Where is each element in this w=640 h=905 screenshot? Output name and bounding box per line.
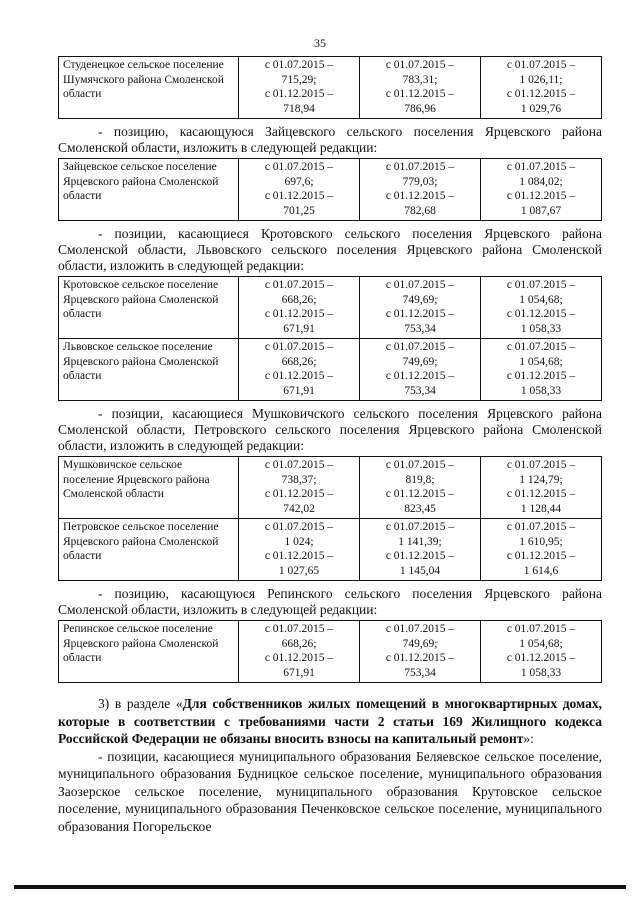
rates-table	[58, 56, 602, 119]
rate-cell	[360, 277, 481, 339]
rate-line: с 01.12.2015 –	[506, 88, 576, 100]
rate-line: 782,68	[404, 204, 436, 217]
rate-line: 1 029,76	[520, 102, 562, 115]
amendment-intro: - позицию, касающуюся Репинского сельского поселения Ярцевского района Смоленской области, изложить в следующей редакции:	[58, 586, 602, 617]
rate-line: с 01.12.2015 –	[264, 488, 334, 500]
rate-cell	[481, 339, 602, 401]
rate-cell	[239, 519, 360, 581]
rate-line: 1 058,33	[520, 322, 562, 335]
rate-line: с 01.07.2015 –	[264, 623, 334, 635]
rate-line: с 01.07.2015 –	[506, 341, 576, 353]
rate-line: 779,03;	[402, 175, 438, 188]
rate-line: 1 027,65	[278, 564, 320, 577]
rate-line: 715,29;	[281, 73, 317, 86]
rate-line: с 01.07.2015 –	[506, 623, 576, 635]
rate-line: с 01.07.2015 –	[264, 459, 334, 471]
rate-line: с 01.07.2015 –	[385, 623, 455, 635]
rate-line: 1 087,67	[520, 204, 562, 217]
rate-line: с 01.12.2015 –	[264, 550, 334, 562]
rates-table	[58, 158, 602, 221]
settlement-name: Кротовское сельское поселение Ярцевского района Смоленской области	[59, 277, 239, 339]
rate-line: с 01.12.2015 –	[385, 550, 455, 562]
section-3-heading	[58, 695, 602, 748]
rate-line: с 01.07.2015 –	[264, 521, 334, 533]
rate-line: с 01.12.2015 –	[385, 488, 455, 500]
rate-line: 1 054,68;	[519, 637, 563, 650]
rate-line: 819,8;	[405, 473, 435, 486]
rate-line: 1 610,95;	[519, 535, 563, 548]
rates-table	[58, 276, 602, 401]
rate-line: 701,25	[283, 204, 315, 217]
rate-line: 783,31;	[402, 73, 438, 86]
rate-line: 753,34	[404, 666, 436, 679]
rate-line: 668,26;	[281, 355, 317, 368]
table-row	[59, 159, 602, 221]
table-row	[59, 519, 602, 581]
rate-line: с 01.12.2015 –	[506, 488, 576, 500]
rate-line: 786,96	[404, 102, 436, 115]
rate-line: с 01.12.2015 –	[506, 652, 576, 664]
rate-line: 718,94	[283, 102, 315, 115]
rate-line: 1 058,33	[520, 384, 562, 397]
rate-cell	[239, 457, 360, 519]
table-row	[59, 621, 602, 683]
rate-line: 1 054,68;	[519, 293, 563, 306]
rate-line: с 01.12.2015 –	[264, 88, 334, 100]
table-row	[59, 277, 602, 339]
rate-line: 749,69;	[402, 637, 438, 650]
rate-line: 671,91	[283, 666, 315, 679]
section-3-title: Для собственников жилых помещений в многоквартирных домах, которые в соответствии с требованиями части 2 статьи 169 Жилищного кодекса Российской Федерации не обязаны вносить взносы на капитальный ремонт	[58, 696, 602, 746]
section-3-suffix: »:	[523, 731, 534, 746]
rate-cell	[481, 277, 602, 339]
rate-line: с 01.12.2015 –	[506, 370, 576, 382]
closing-paragraph: - позиции, касающиеся муниципального образования Беляевское сельское поселение, муниципального образования Будницкое сельское поселение, муниципального образования Заозерское сельское поселение, муниципального образования Крутовское сельское поселение, муниципального образования Печенковское сельское поселение, муниципального образования Погорельское	[58, 748, 602, 834]
table-row	[59, 339, 602, 401]
table-row	[59, 57, 602, 119]
settlement-name: Петровское сельское поселение Ярцевского района Смоленской области	[59, 519, 239, 581]
settlement-name: Репинское сельское поселение Ярцевского района Смоленской области	[59, 621, 239, 683]
rates-table	[58, 620, 602, 683]
rate-line: 738,37;	[281, 473, 317, 486]
rate-line: 1 614,6	[523, 564, 559, 577]
rate-line: 1 124,79;	[519, 473, 563, 486]
rate-cell	[360, 519, 481, 581]
page-number: 35	[314, 36, 326, 50]
rate-line: 671,91	[283, 384, 315, 397]
amendment-intro: - позицию, касающуюся Зайцевского сельского поселения Ярцевского района Смоленской области, изложить в следующей редакции:	[58, 124, 602, 155]
rate-line: с 01.07.2015 –	[506, 161, 576, 173]
settlement-name: Студенецкое сельское поселение Шумячского района Смоленской области	[59, 57, 239, 119]
rate-line: с 01.12.2015 –	[264, 190, 334, 202]
rate-line: 742,02	[283, 502, 315, 515]
rate-line: 823,45	[404, 502, 436, 515]
settlement-name: Мушковичское сельское поселение Ярцевского района Смоленской области	[59, 457, 239, 519]
rate-cell	[481, 57, 602, 119]
rate-line: с 01.07.2015 –	[385, 161, 455, 173]
rate-line: с 01.12.2015 –	[385, 88, 455, 100]
rate-line: с 01.12.2015 –	[506, 190, 576, 202]
rate-line: 1 058,33	[520, 666, 562, 679]
rate-line: с 01.07.2015 –	[264, 279, 334, 291]
rate-line: 1 054,68;	[519, 355, 563, 368]
rate-line: с 01.12.2015 –	[506, 550, 576, 562]
rate-cell	[481, 457, 602, 519]
rate-cell	[239, 621, 360, 683]
rate-cell	[360, 57, 481, 119]
rate-line: 749,69;	[402, 293, 438, 306]
rate-cell	[360, 339, 481, 401]
rate-line: с 01.07.2015 –	[264, 59, 334, 71]
amendment-intro: - позиции, касающиеся Мушковичского сельского поселения Ярцевского района Смоленской области, Петровского сельского поселения Ярцевского района Смоленской области, изложить в следующей редакции:	[58, 406, 602, 453]
rate-line: с 01.07.2015 –	[385, 341, 455, 353]
rate-line: с 01.07.2015 –	[506, 59, 576, 71]
rate-line: с 01.12.2015 –	[264, 308, 334, 320]
rate-cell	[239, 57, 360, 119]
rate-line: с 01.07.2015 –	[264, 161, 334, 173]
rate-line: 1 084,02;	[519, 175, 563, 188]
rate-line: 1 026,11;	[519, 73, 563, 86]
rate-line: 671,91	[283, 322, 315, 335]
rate-cell	[239, 277, 360, 339]
rate-line: с 01.07.2015 –	[385, 279, 455, 291]
rate-line: 753,34	[404, 322, 436, 335]
rate-cell	[360, 457, 481, 519]
rate-line: с 01.12.2015 –	[264, 652, 334, 664]
rate-cell	[481, 159, 602, 221]
amendment-intro: - позиции, касающиеся Кротовского сельского поселения Ярцевского района Смоленской области, Львовского сельского поселения Ярцевского района Смоленской области, изложить в следующей редакции:	[58, 226, 602, 273]
rate-line: 1 145,04	[399, 564, 441, 577]
rate-line: с 01.07.2015 –	[385, 59, 455, 71]
rate-line: с 01.12.2015 –	[385, 190, 455, 202]
rate-cell	[481, 621, 602, 683]
rate-line: с 01.07.2015 –	[506, 459, 576, 471]
rate-line: 1 024;	[284, 535, 314, 548]
rate-line: 668,26;	[281, 637, 317, 650]
rate-line: с 01.12.2015 –	[385, 370, 455, 382]
rate-cell	[360, 621, 481, 683]
rate-line: с 01.07.2015 –	[264, 341, 334, 353]
section-3-prefix: 3) в разделе «	[98, 696, 183, 711]
rate-cell	[239, 159, 360, 221]
settlement-name: Зайцевское сельское поселение Ярцевского района Смоленской области	[59, 159, 239, 221]
rate-line: 697,6;	[284, 175, 314, 188]
rate-cell	[360, 159, 481, 221]
rate-line: с 01.07.2015 –	[385, 521, 455, 533]
rate-line: 1 141,39;	[398, 535, 442, 548]
rate-line: с 01.07.2015 –	[506, 521, 576, 533]
settlement-name: Львовское сельское поселение Ярцевского района Смоленской области	[59, 339, 239, 401]
rate-line: с 01.07.2015 –	[385, 459, 455, 471]
rate-cell	[239, 339, 360, 401]
rate-cell	[481, 519, 602, 581]
rate-line: 749,69;	[402, 355, 438, 368]
rate-line: 1 128,44	[520, 502, 562, 515]
rate-line: 753,34	[404, 384, 436, 397]
bottom-rule	[14, 885, 626, 889]
rate-line: с 01.12.2015 –	[264, 370, 334, 382]
table-row	[59, 457, 602, 519]
rates-table	[58, 456, 602, 581]
document-body	[58, 56, 602, 835]
rate-line: с 01.12.2015 –	[385, 308, 455, 320]
rate-line: с 01.07.2015 –	[506, 279, 576, 291]
rate-line: с 01.12.2015 –	[385, 652, 455, 664]
rate-line: с 01.12.2015 –	[506, 308, 576, 320]
rate-line: 668,26;	[281, 293, 317, 306]
